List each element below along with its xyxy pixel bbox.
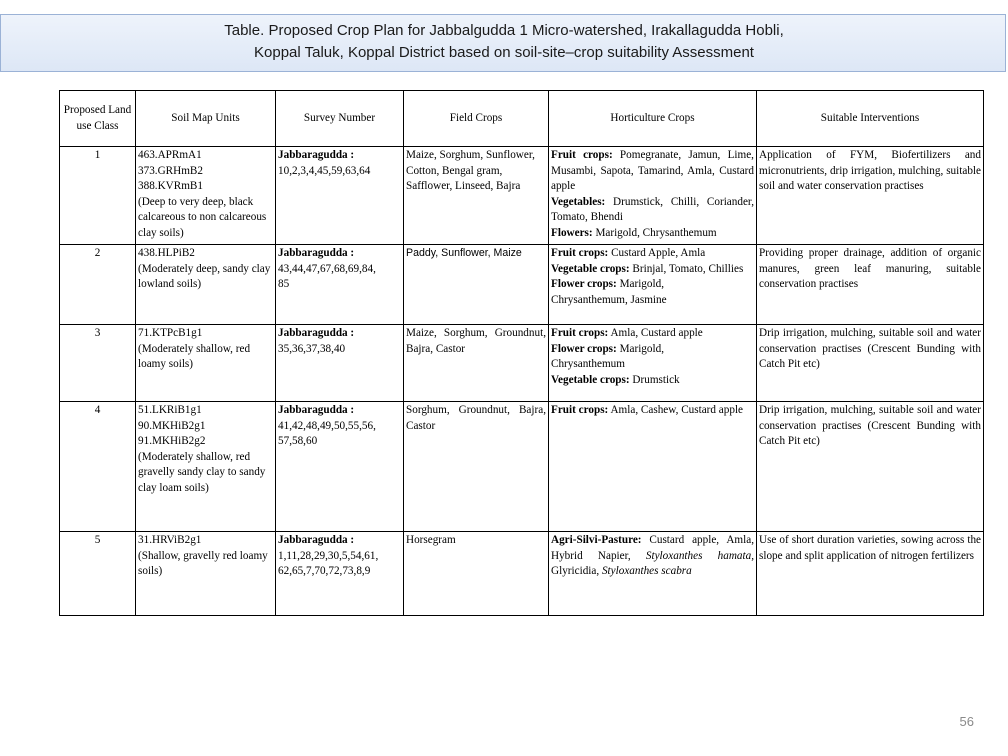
horticulture-crops-cell xyxy=(549,245,757,325)
survey-number-cell xyxy=(276,402,404,532)
survey-numbers: 1,11,28,29,30,5,54,61, 62,65,7,70,72,73,8,9 xyxy=(278,549,379,578)
survey-label: Jabbaragudda : xyxy=(278,404,355,416)
soil-text: 438.HLPiB2 (Moderately deep, sandy clay lowland soils) xyxy=(138,247,271,291)
survey-number-cell xyxy=(276,245,404,325)
horticulture-crops-cell xyxy=(549,402,757,532)
land-use-class-cell: 5 xyxy=(60,532,136,616)
table-row xyxy=(60,147,984,245)
title-line-1: Table. Proposed Crop Plan for Jabbalgudda 1 Micro-watershed, Irakallagudda Hobli, xyxy=(224,22,784,39)
horti-label: Fruit crops: xyxy=(551,149,613,161)
horti-text: Pomegranate, Jamun, Lime, Musambi, Sapota, Tamarind, Amla, Custard apple xyxy=(551,149,754,193)
horti-label: Flower crops: xyxy=(551,278,617,291)
horti-text: Custard apple, Amla, Hybrid Napier, xyxy=(551,534,754,562)
horti-text: Glyricidia, xyxy=(551,565,602,578)
horti-label: Fruit crops: xyxy=(551,404,609,416)
crop-plan-table xyxy=(59,90,984,616)
horti-species-italic: Styloxanthes hamata, xyxy=(645,549,754,562)
field-crops-cell: Horsegram xyxy=(404,532,549,616)
field-crops-cell: Paddy, Sunflower, Maize xyxy=(404,245,549,325)
horti-text: Brinjal, Tomato, Chillies xyxy=(629,262,744,275)
interventions-cell: Drip irrigation, mulching, suitable soil and water conservation practises (Crescent Bunding with Catch Pit etc) xyxy=(757,402,984,532)
field-crops-cell: Sorghum, Groundnut, Bajra, Castor xyxy=(404,402,549,532)
table-row xyxy=(60,245,984,325)
header-land-use-class: Proposed Land use Class xyxy=(60,91,136,147)
survey-label: Jabbaragudda : xyxy=(278,327,355,339)
horti-label: Fruit crops: xyxy=(551,327,609,339)
survey-numbers: 10,2,3,4,45,59,63,64 xyxy=(278,164,371,177)
soil-text: 71.KTPcB1g1 (Moderately shallow, red loamy soils) xyxy=(138,327,251,371)
horti-label: Flowers: xyxy=(551,226,593,239)
header-suitable-interventions: Suitable Interventions xyxy=(757,91,984,147)
table-row xyxy=(60,532,984,616)
horti-text: Marigold, Chrysanthemum xyxy=(551,342,664,371)
horti-text: Marigold, Chrysanthemum xyxy=(592,226,717,239)
soil-map-units-cell xyxy=(136,245,276,325)
table-row xyxy=(60,325,984,402)
interventions-cell: Application of FYM, Biofertilizers and micronutrients, drip irrigation, mulching, suitable soil and water conservation practises xyxy=(757,147,984,245)
survey-number-cell xyxy=(276,325,404,402)
title-banner xyxy=(0,14,1006,72)
soil-map-units-cell xyxy=(136,325,276,402)
soil-map-units-cell xyxy=(136,402,276,532)
survey-label: Jabbaragudda : xyxy=(278,247,355,259)
interventions-cell: Drip irrigation, mulching, suitable soil and water conservation practises (Crescent Bunding with Catch Pit etc) xyxy=(757,325,984,402)
survey-number-cell xyxy=(276,147,404,245)
field-crops-cell: Maize, Sorghum, Sunflower, Cotton, Bengal gram, Safflower, Linseed, Bajra xyxy=(404,147,549,245)
survey-label: Jabbaragudda : xyxy=(278,149,355,161)
horti-label: Vegetables: xyxy=(551,195,606,208)
horti-label: Flower crops: xyxy=(551,342,617,355)
table-row xyxy=(60,402,984,532)
field-crops-cell: Maize, Sorghum, Groundnut, Bajra, Castor xyxy=(404,325,549,402)
horti-label: Fruit crops: xyxy=(551,247,609,259)
header-horticulture-crops: Horticulture Crops xyxy=(549,91,757,147)
table-header-row xyxy=(60,91,984,147)
survey-label: Jabbaragudda : xyxy=(278,534,355,546)
header-soil-map-units: Soil Map Units xyxy=(136,91,276,147)
soil-text: 463.APRmA1 373.GRHmB2 388.KVRmB1 (Deep to very deep, black calcareous to non calcareous clay soils) xyxy=(138,149,267,239)
survey-numbers: 43,44,47,67,68,69,84, 85 xyxy=(278,262,376,291)
horti-label: Agri-Silvi-Pasture: xyxy=(551,534,642,546)
soil-text: 31.HRViB2g1 (Shallow, gravelly red loamy soils) xyxy=(138,534,268,578)
horti-text: Marigold, Chrysanthemum, Jasmine xyxy=(551,278,667,306)
interventions-cell: Providing proper drainage, addition of organic manures, green leaf manuring, suitable conservation practises xyxy=(757,245,984,325)
horti-text: Drumstick, Chilli, Coriander, Tomato, Bhendi xyxy=(551,195,754,224)
horti-text: Amla, Custard apple xyxy=(608,327,703,339)
land-use-class-cell: 1 xyxy=(60,147,136,245)
land-use-class-cell: 2 xyxy=(60,245,136,325)
interventions-cell: Use of short duration varieties, sowing across the slope and split application of nitrogen fertilizers xyxy=(757,532,984,616)
horticulture-crops-cell xyxy=(549,532,757,616)
land-use-class-cell: 4 xyxy=(60,402,136,532)
horti-species-italic: Styloxanthes scabra xyxy=(601,565,692,578)
header-survey-number: Survey Number xyxy=(276,91,404,147)
soil-map-units-cell xyxy=(136,532,276,616)
horti-text: Drumstick xyxy=(629,373,680,386)
horti-label: Vegetable crops: xyxy=(551,373,630,386)
survey-numbers: 41,42,48,49,50,55,56, 57,58,60 xyxy=(278,419,376,448)
horti-label: Vegetable crops: xyxy=(551,262,630,275)
horticulture-crops-cell xyxy=(549,147,757,245)
survey-number-cell xyxy=(276,532,404,616)
survey-numbers: 35,36,37,38,40 xyxy=(278,342,346,355)
horticulture-crops-cell xyxy=(549,325,757,402)
land-use-class-cell: 3 xyxy=(60,325,136,402)
soil-map-units-cell xyxy=(136,147,276,245)
title-line-2: Koppal Taluk, Koppal District based on soil-site–crop suitability Assessment xyxy=(254,44,754,61)
horti-text: Custard Apple, Amla xyxy=(608,247,706,259)
header-field-crops: Field Crops xyxy=(404,91,549,147)
horti-text: Amla, Cashew, Custard apple xyxy=(608,404,744,416)
soil-text: 51.LKRiB1g1 90.MKHiB2g1 91.MKHiB2g2 (Moderately shallow, red gravelly sandy clay to sandy clay loam soils) xyxy=(138,404,266,494)
page-number: 56 xyxy=(959,714,974,729)
